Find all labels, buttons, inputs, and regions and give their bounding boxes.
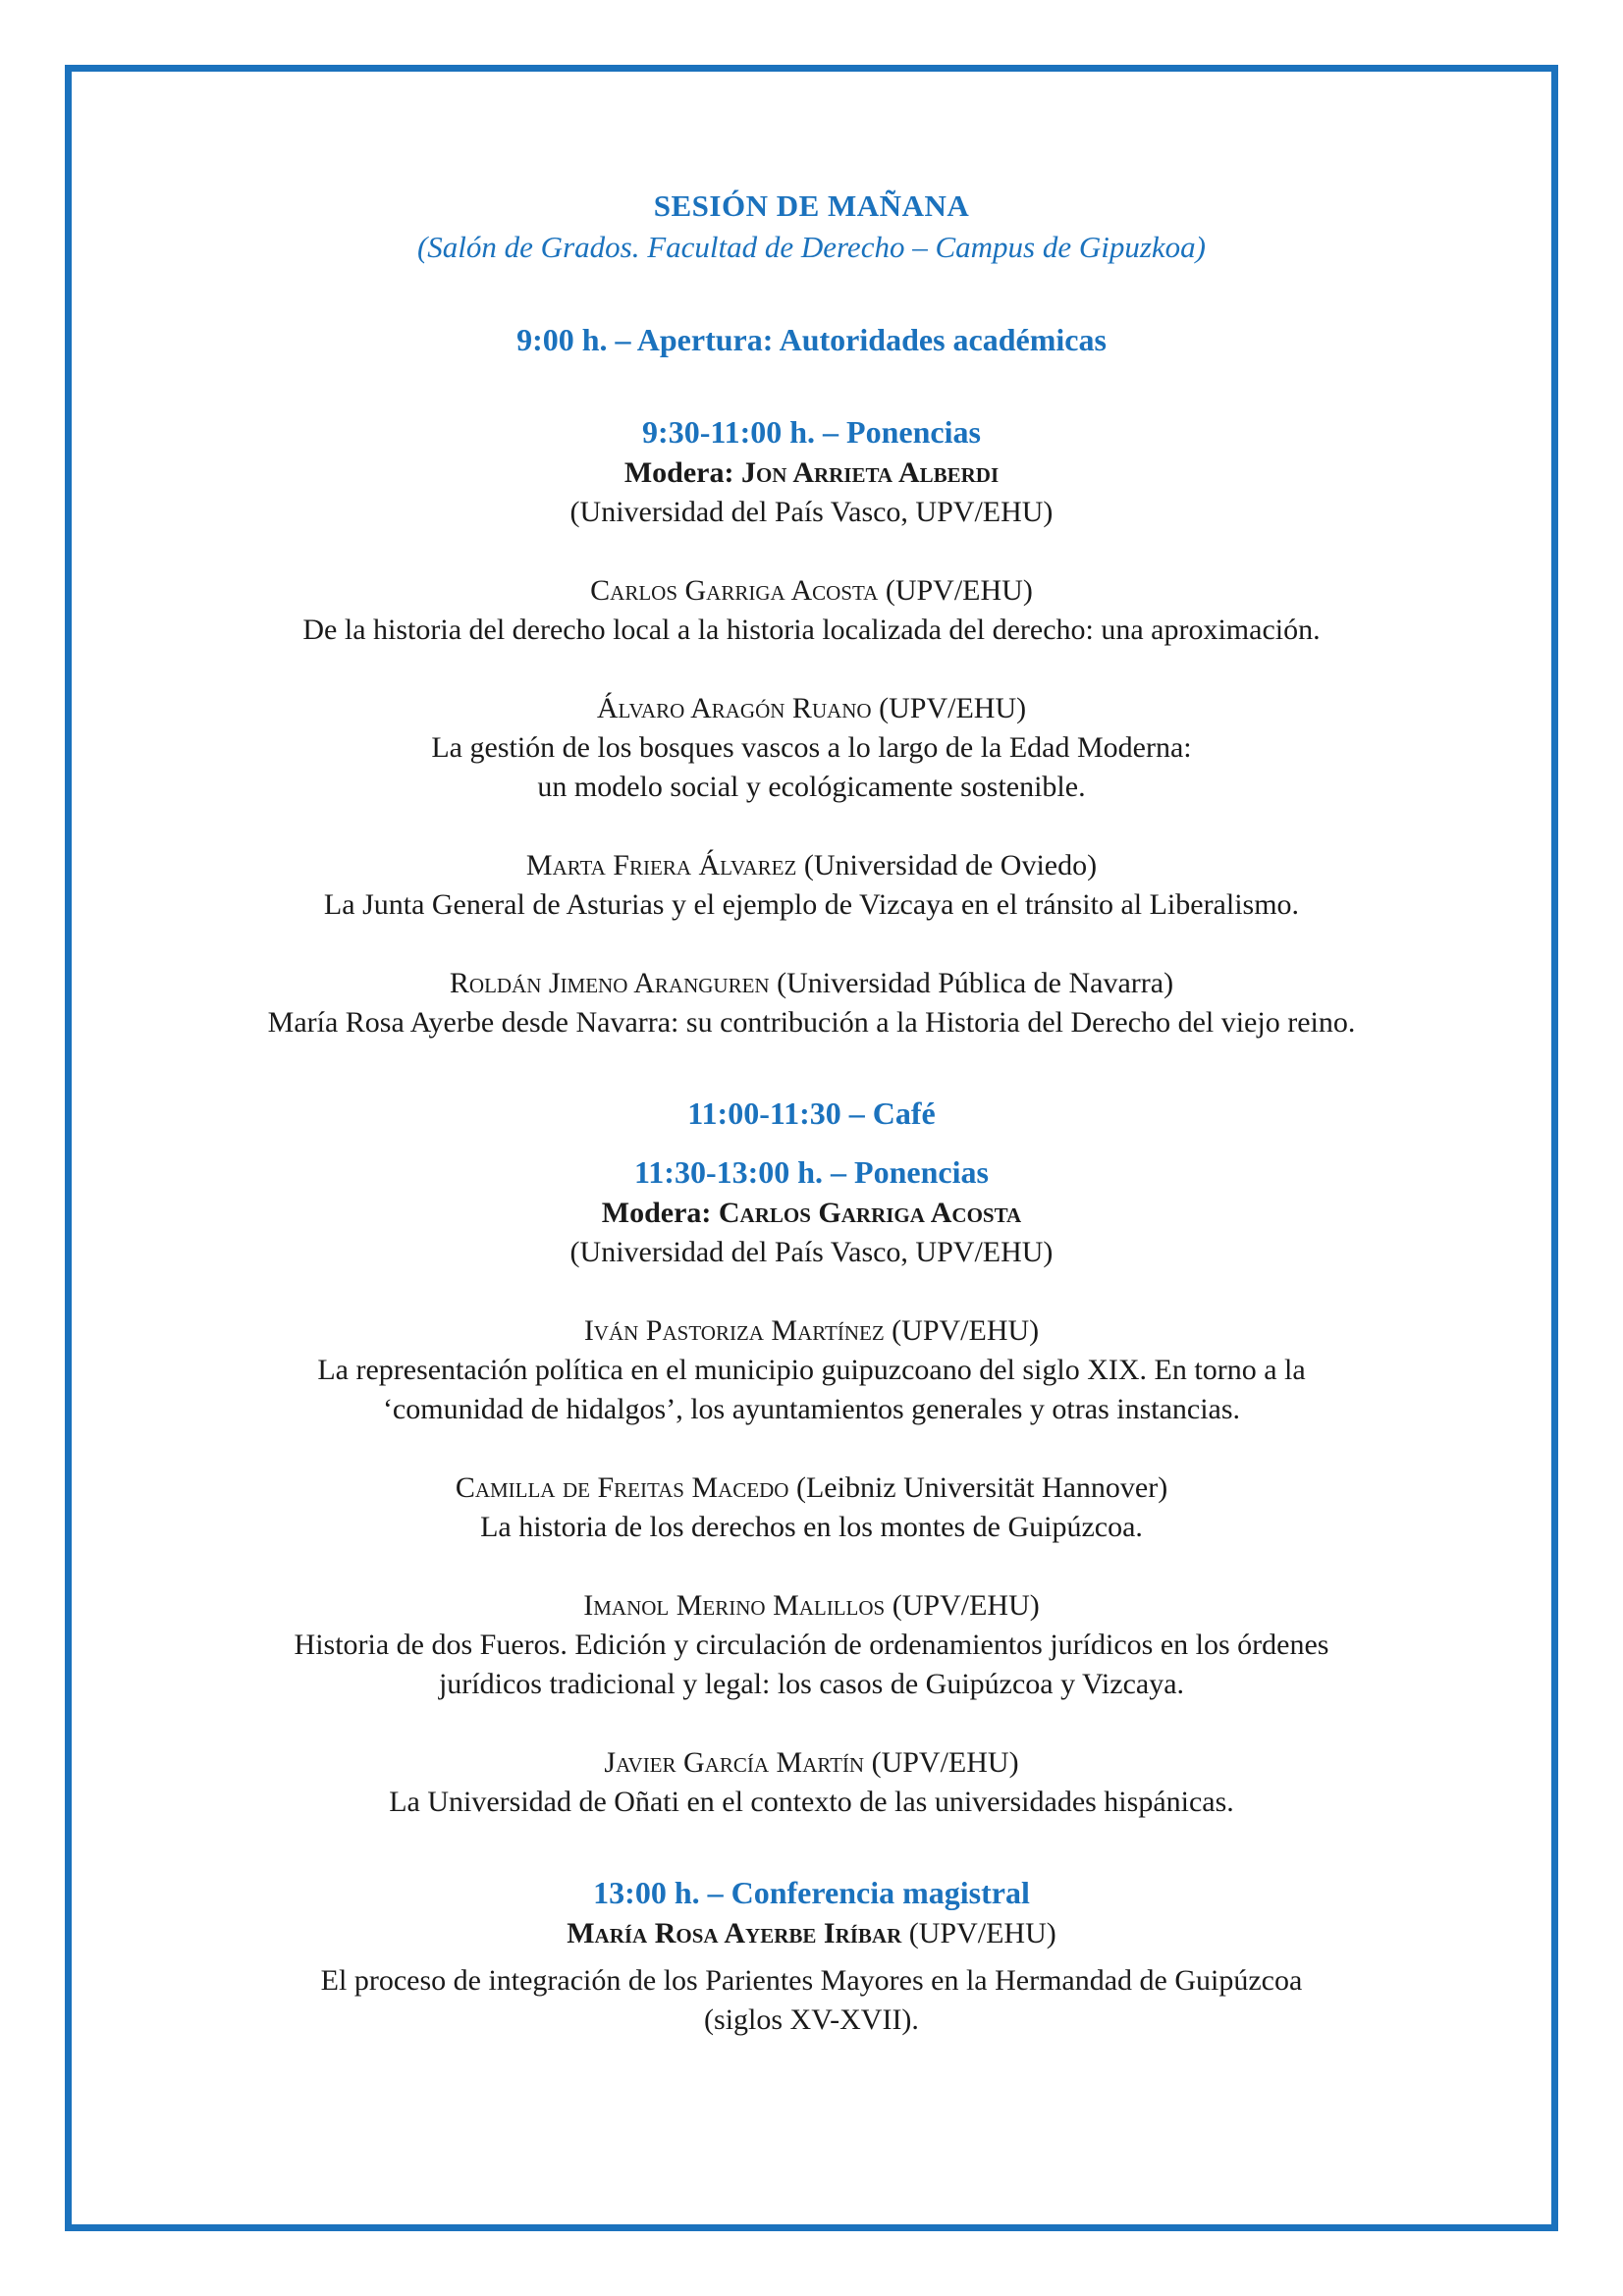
talk-title-line: La historia de los derechos en los montes de Guipúzcoa. (480, 1511, 1143, 1543)
talk-item (65, 571, 1558, 650)
block2-header: 11:30-13:00 h. – Ponencias (634, 1154, 989, 1190)
speaker-affiliation: (Leibniz Universität Hannover) (788, 1471, 1168, 1504)
talk-title-line: De la historia del derecho local a la historia localizada del derecho: una aproximación. (302, 614, 1321, 646)
speaker-name: Camilla de Freitas Macedo (455, 1471, 789, 1504)
speaker-line (65, 964, 1558, 1003)
speaker-affiliation: (UPV/EHU) (864, 1746, 1019, 1779)
talk-item (65, 1468, 1558, 1547)
talk-title-line: ‘comunidad de hidalgos’, los ayuntamientos generales y otras instancias. (382, 1393, 1241, 1425)
talk-title-line: La gestión de los bosques vascos a lo largo de la Edad Moderna: (431, 731, 1192, 764)
keynote-title-line: (siglos XV-XVII). (704, 2003, 919, 2036)
speaker-affiliation: (UPV/EHU) (884, 1314, 1040, 1347)
block1-talks (65, 532, 1558, 1042)
speaker-name: Iván Pastoriza Martínez (583, 1314, 885, 1347)
keynote-title (65, 1953, 1558, 2040)
moderator-affiliation: (Universidad del País Vasco, UPV/EHU) (569, 1236, 1054, 1268)
speaker-affiliation: (Universidad Pública de Navarra) (769, 967, 1174, 999)
moderator-label: Modera: (601, 1197, 719, 1229)
speaker-affiliation: (UPV/EHU) (871, 692, 1027, 724)
block1-moderator (65, 454, 1558, 493)
speaker-name: Álvaro Aragón Ruano (596, 692, 872, 724)
speaker-line (65, 1468, 1558, 1508)
session-title: SESIÓN DE MAÑANA (653, 188, 970, 223)
speaker-line (65, 571, 1558, 611)
speaker-line (65, 1311, 1558, 1351)
talk-item (65, 689, 1558, 807)
speaker-name: Marta Friera Álvarez (525, 849, 797, 881)
talk-item (65, 1743, 1558, 1822)
talk-item (65, 1311, 1558, 1429)
moderator-name: Carlos Garriga Acosta (718, 1197, 1022, 1229)
opening-header: 9:00 h. – Apertura: Autoridades académicas (516, 322, 1107, 357)
moderator-label: Modera: (623, 456, 741, 489)
block2-moderator (65, 1194, 1558, 1233)
speaker-name: Imanol Merino Malillos (583, 1589, 886, 1622)
speaker-name: Javier García Martín (604, 1746, 865, 1779)
block1-header: 9:30-11:00 h. – Ponencias (642, 414, 981, 450)
program-content (65, 187, 1558, 2040)
keynote-header: 13:00 h. – Conferencia magistral (593, 1875, 1030, 1910)
speaker-name: Roldán Jimeno Aranguren (449, 967, 770, 999)
talk-title-line: jurídicos tradicional y legal: los casos de Guipúzcoa y Vizcaya. (438, 1668, 1185, 1700)
session-location: (Salón de Grados. Facultad de Derecho – Campus de Gipuzkoa) (416, 230, 1206, 264)
moderator-affiliation: (Universidad del País Vasco, UPV/EHU) (569, 496, 1054, 528)
speaker-line (65, 689, 1558, 728)
block2-talks (65, 1272, 1558, 1822)
talk-title-line: María Rosa Ayerbe desde Navarra: su contribución a la Historia del Derecho del viejo reino. (267, 1006, 1356, 1039)
moderator-name: Jon Arrieta Alberdi (740, 456, 1000, 489)
talk-title-line: La representación política en el municipio guipuzcoano del siglo XIX. En torno a la (317, 1354, 1306, 1386)
talk-title-line: La Junta General de Asturias y el ejemplo de Vizcaya en el tránsito al Liberalismo. (323, 888, 1300, 921)
talk-title-line: Historia de dos Fueros. Edición y circulación de ordenamientos jurídicos en los órdenes (294, 1629, 1329, 1661)
keynote-speaker-line (65, 1914, 1558, 1953)
speaker-line (65, 846, 1558, 885)
speaker-affiliation: (Universidad de Oviedo) (796, 849, 1098, 881)
speaker-line (65, 1586, 1558, 1626)
speaker-line (65, 1743, 1558, 1783)
coffee-break: 11:00-11:30 – Café (687, 1095, 936, 1131)
talk-item (65, 846, 1558, 925)
talk-item (65, 964, 1558, 1042)
speaker-affiliation: (UPV/EHU) (901, 1917, 1056, 1949)
speaker-name: Carlos Garriga Acosta (590, 574, 879, 607)
talk-title-line: un modelo social y ecológicamente sostenible. (537, 771, 1086, 803)
keynote-title-line: El proceso de integración de los Parientes Mayores en la Hermandad de Guipúzcoa (320, 1964, 1303, 1997)
talk-item (65, 1586, 1558, 1704)
talk-title-line: La Universidad de Oñati en el contexto de las universidades hispánicas. (389, 1786, 1234, 1818)
speaker-name: María Rosa Ayerbe Iríbar (567, 1917, 902, 1949)
speaker-affiliation: (UPV/EHU) (885, 1589, 1040, 1622)
speaker-affiliation: (UPV/EHU) (878, 574, 1033, 607)
